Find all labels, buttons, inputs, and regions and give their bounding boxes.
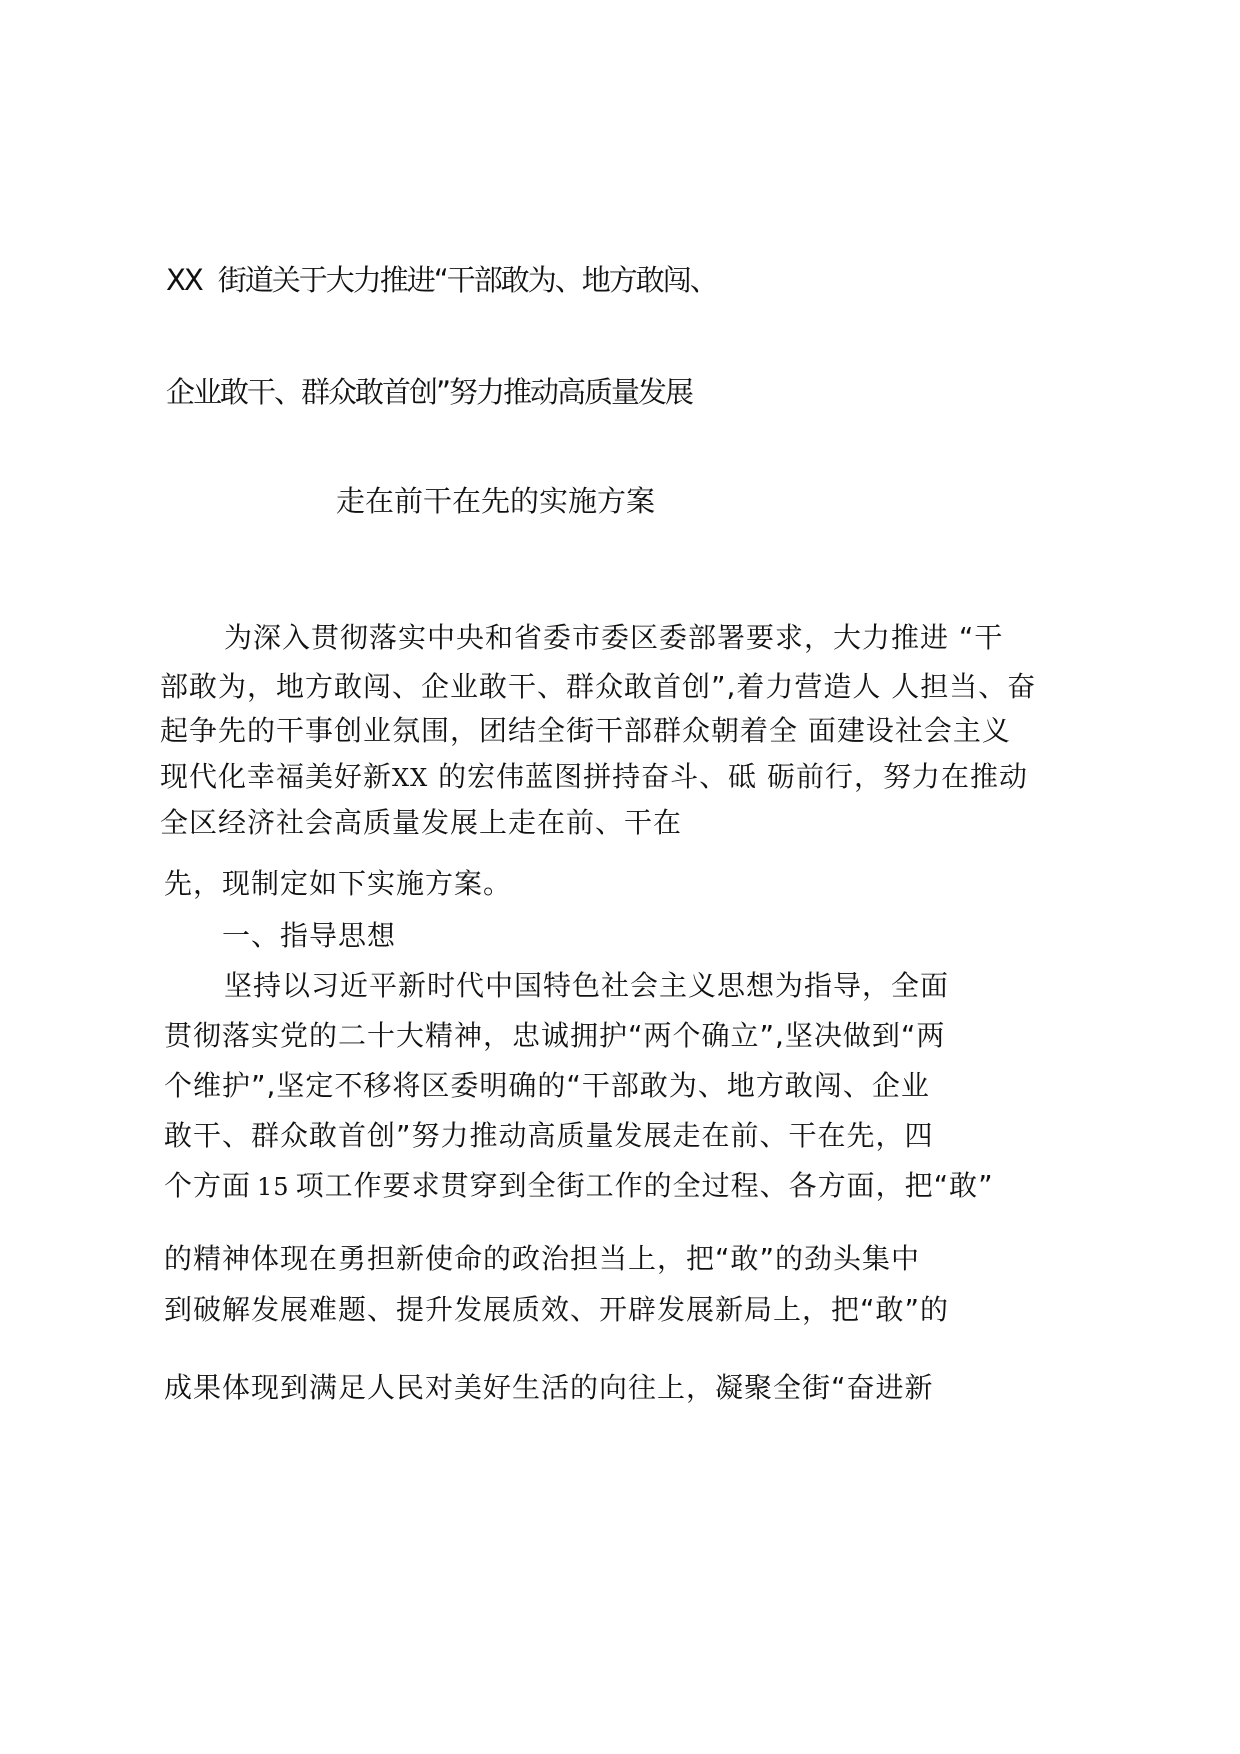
section-line-6 bbox=[164, 1242, 921, 1275]
intro-text-3: 起争先的干事创业氛围，团结全街干部群众朝着全 面建设社会主义 bbox=[160, 714, 1011, 747]
intro-line-5 bbox=[160, 806, 683, 839]
title-prefix: XX bbox=[166, 263, 202, 297]
title-line-2 bbox=[166, 375, 693, 409]
intro-line-1 bbox=[224, 621, 1004, 654]
section-text-4: 敢干、群众敢首创”努力推动高质量发展走在前、干在先，四 bbox=[164, 1119, 934, 1152]
intro-text-2: 部敢为，地方敢闯、企业敢干、群众敢首创”,着力营造人 人担当、奋 bbox=[160, 670, 1037, 703]
section-line-4 bbox=[164, 1119, 934, 1152]
section-line-7 bbox=[164, 1293, 950, 1326]
section-line-1 bbox=[224, 969, 950, 1002]
intro-text-4b: XX bbox=[392, 764, 429, 792]
section-text-8: 成果体现到满足人民对美好生活的向往上，凝聚全街“奋进新 bbox=[164, 1371, 934, 1404]
intro-text-4c: 的宏伟蓝图拼持奋斗、砥 砺前行，努力在推动 bbox=[428, 760, 1028, 793]
intro-line-2 bbox=[160, 670, 1037, 703]
section-line-8 bbox=[164, 1371, 934, 1404]
section-line-3 bbox=[164, 1069, 930, 1102]
section-text-7: 到破解发展难题、提升发展质效、开辟发展新局上，把“敢”的 bbox=[164, 1293, 950, 1326]
section-text-1: 坚持以习近平新时代中国特色社会主义思想为指导，全面 bbox=[224, 969, 950, 1002]
title-line-3 bbox=[336, 484, 656, 518]
section-text-2: 贯彻落实党的二十大精神，忠诚拥护“两个确立”,坚决做到“两 bbox=[164, 1019, 946, 1052]
intro-text-6: 先，现制定如下实施方案。 bbox=[164, 867, 513, 900]
title-line-3-text: 走在前干在先的实施方案 bbox=[336, 484, 656, 518]
intro-text-4a: 现代化幸福美好新 bbox=[160, 760, 393, 793]
section-heading-text: 一、指导思想 bbox=[222, 919, 397, 952]
intro-line-4 bbox=[160, 760, 1028, 793]
intro-line-6 bbox=[164, 867, 513, 900]
section-text-5b: 15 bbox=[257, 1173, 290, 1201]
intro-line-3 bbox=[160, 714, 1011, 747]
section-text-6: 的精神体现在勇担新使命的政治担当上，把“敢”的劲头集中 bbox=[164, 1242, 921, 1275]
section-text-3: 个维护”,坚定不移将区委明确的“干部敢为、地方敢闯、企业 bbox=[164, 1069, 930, 1102]
title-line-1 bbox=[166, 263, 717, 297]
section-text-5a: 个方面 bbox=[164, 1169, 252, 1202]
intro-text-1: 为深入贯彻落实中央和省委市委区委部署要求，大力推进 “干 bbox=[224, 621, 1004, 654]
section-text-5c: 项工作要求贯穿到全街工作的全过程、各方面，把“敢” bbox=[295, 1169, 994, 1202]
title-line-1-text: 街道关于大力推进“干部敢为、地方敢闯、 bbox=[217, 263, 717, 297]
section-line-2 bbox=[164, 1019, 946, 1052]
section-heading bbox=[222, 919, 397, 952]
title-line-2-text: 企业敢干、群众敢首创”努力推动高质量发展 bbox=[166, 375, 693, 409]
intro-text-5: 全区经济社会高质量发展上走在前、干在 bbox=[160, 806, 683, 839]
section-line-5 bbox=[164, 1169, 994, 1202]
